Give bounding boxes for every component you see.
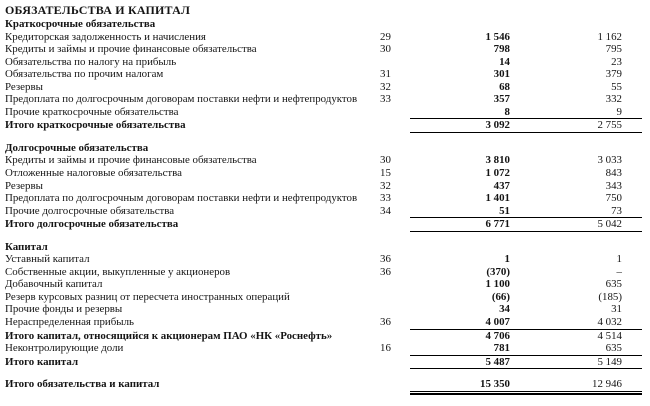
note-ref: 36 [380, 253, 391, 266]
table-row [5, 205, 642, 218]
value-prior: 635 [605, 342, 622, 355]
row-values [410, 118, 642, 133]
value-current: 1 100 [485, 278, 510, 291]
note-ref: 33 [380, 192, 391, 205]
row-label: Краткосрочные обязательства [5, 18, 156, 30]
value-current: 781 [493, 342, 510, 355]
value-prior: 73 [611, 204, 622, 217]
row-label: Собственные акции, выкупленные у акционеров [5, 265, 231, 278]
row-values [410, 43, 642, 56]
row-label: Резервы [5, 179, 43, 192]
table-row [5, 154, 642, 167]
row-values [410, 106, 642, 119]
row-label: Резерв курсовых разниц от пересчета иностранных операций [5, 290, 290, 303]
table-row [5, 329, 642, 343]
value-prior: 635 [605, 278, 622, 291]
row-label: Резервы [5, 80, 43, 93]
row-values [410, 68, 642, 81]
note-ref: 36 [380, 316, 391, 329]
row-label: Прочие фонды и резервы [5, 303, 123, 316]
table-row [5, 81, 642, 94]
row-values [410, 81, 642, 94]
row-label: Прочие долгосрочные обязательства [5, 204, 175, 217]
value-prior: 55 [611, 80, 622, 93]
table-row [5, 118, 642, 133]
row-values [410, 56, 642, 69]
page-title: ОБЯЗАТЕЛЬСТВА И КАПИТАЛ [5, 3, 191, 17]
value-current: 15 350 [480, 378, 510, 391]
row-label: Нераспределенная прибыль [5, 316, 135, 329]
value-current: 68 [499, 80, 510, 93]
row-label: Добавочный капитал [5, 278, 103, 291]
table-row [5, 93, 642, 106]
value-prior: 1 162 [597, 30, 622, 43]
table-row [5, 378, 642, 392]
table-row [5, 192, 642, 205]
section-gap [5, 133, 642, 142]
value-prior: 2 755 [597, 119, 622, 132]
row-label: Итого краткосрочные обязательства [5, 119, 186, 132]
table-row [5, 241, 642, 254]
note-ref: 31 [380, 68, 391, 81]
value-current: 3 092 [485, 119, 510, 132]
table-row [5, 291, 642, 304]
table-row [5, 342, 642, 355]
row-label: Итого долгосрочные обязательства [5, 218, 179, 231]
table-row [5, 355, 642, 370]
table-row [5, 217, 642, 232]
value-current: 357 [493, 93, 510, 106]
row-values [410, 253, 642, 266]
row-label: Капитал [5, 240, 48, 253]
section-gap [5, 232, 642, 241]
row-label: Предоплата по долгосрочным договорам поставки нефти и нефтепродуктов [5, 192, 358, 205]
table-row [5, 180, 642, 193]
row-label: Прочие краткосрочные обязательства [5, 105, 179, 118]
row-values [410, 378, 642, 392]
row-values [410, 303, 642, 316]
row-label: Уставный капитал [5, 253, 90, 266]
value-current: 3 810 [485, 154, 510, 167]
table-row [5, 56, 642, 69]
table-row [5, 142, 642, 155]
table-row [5, 43, 642, 56]
row-label: Предоплата по долгосрочным договорам поставки нефти и нефтепродуктов [5, 93, 358, 106]
note-ref: 32 [380, 179, 391, 192]
row-values [410, 180, 642, 193]
note-ref: 15 [380, 167, 391, 180]
value-prior: 5 149 [597, 355, 622, 368]
value-current: 1 072 [485, 167, 510, 180]
value-current: 1 401 [485, 192, 510, 205]
value-current: 4 007 [485, 316, 510, 329]
table-row [5, 167, 642, 180]
table-row [5, 106, 642, 119]
section-gap [5, 369, 642, 378]
row-values [410, 355, 642, 370]
value-prior: 795 [605, 43, 622, 56]
value-current: 14 [499, 55, 510, 68]
value-current: 798 [493, 43, 510, 56]
row-values [410, 266, 642, 279]
note-ref: 36 [380, 265, 391, 278]
value-prior: 843 [605, 167, 622, 180]
row-values [410, 154, 642, 167]
row-label: Обязательства по прочим налогам [5, 68, 164, 81]
row-values [410, 316, 642, 329]
note-ref: 16 [380, 342, 391, 355]
note-ref: 29 [380, 30, 391, 43]
value-prior: 1 [616, 253, 622, 266]
table-row [5, 303, 642, 316]
row-label: Итого капитал [5, 355, 79, 368]
row-values [410, 205, 642, 218]
value-prior: 750 [605, 192, 622, 205]
value-prior: 31 [611, 303, 622, 316]
table-row [5, 18, 642, 31]
note-ref: 30 [380, 43, 391, 56]
value-prior: 343 [605, 179, 622, 192]
value-current: (370) [486, 265, 510, 278]
table-row [5, 316, 642, 329]
row-values [410, 217, 642, 232]
row-label: Неконтролирующие доли [5, 342, 124, 355]
value-current: 4 706 [485, 329, 510, 342]
value-prior: 4 032 [597, 316, 622, 329]
row-values [410, 192, 642, 205]
value-prior: 9 [616, 105, 622, 118]
value-prior: 379 [605, 68, 622, 81]
row-values [410, 278, 642, 291]
value-prior: 12 946 [592, 378, 622, 391]
value-current: 301 [493, 68, 510, 81]
row-label: Обязательства по налогу на прибыль [5, 55, 177, 68]
value-current: 6 771 [485, 218, 510, 231]
row-label: Кредиты и займы и прочие финансовые обязательства [5, 154, 257, 167]
value-prior: 5 042 [597, 218, 622, 231]
row-label: Итого капитал, относящийся к акционерам ПАО «НК «Роснефть» [5, 329, 333, 342]
value-prior: 23 [611, 55, 622, 68]
row-values [410, 167, 642, 180]
value-prior: 332 [605, 93, 622, 106]
rows-container [5, 18, 642, 392]
note-ref: 32 [380, 80, 391, 93]
row-label: Итого обязательства и капитал [5, 378, 160, 391]
row-values [410, 93, 642, 106]
row-values [410, 342, 642, 355]
table-row [5, 68, 642, 81]
table-row [5, 253, 642, 266]
table-row [5, 266, 642, 279]
note-ref: 30 [380, 154, 391, 167]
value-current: 437 [493, 179, 510, 192]
value-prior: – [616, 265, 622, 278]
row-label: Кредиты и займы и прочие финансовые обязательства [5, 43, 257, 56]
value-current: 8 [504, 105, 510, 118]
value-prior: (185) [598, 290, 622, 303]
value-current: 34 [499, 303, 510, 316]
row-values [410, 291, 642, 304]
value-current: 5 487 [485, 355, 510, 368]
value-current: 1 [504, 253, 510, 266]
row-label: Кредиторская задолженность и начисления [5, 30, 206, 43]
value-current: 51 [499, 204, 510, 217]
row-values [410, 31, 642, 44]
note-ref: 34 [380, 204, 391, 217]
row-label: Отложенные налоговые обязательства [5, 167, 182, 180]
value-current: 1 546 [485, 30, 510, 43]
row-values [410, 329, 642, 343]
value-prior: 3 033 [597, 154, 622, 167]
value-prior: 4 514 [597, 329, 622, 342]
table-row [5, 278, 642, 291]
row-label: Долгосрочные обязательства [5, 141, 149, 154]
note-ref: 33 [380, 93, 391, 106]
value-current: (66) [491, 290, 510, 303]
table-row [5, 31, 642, 44]
